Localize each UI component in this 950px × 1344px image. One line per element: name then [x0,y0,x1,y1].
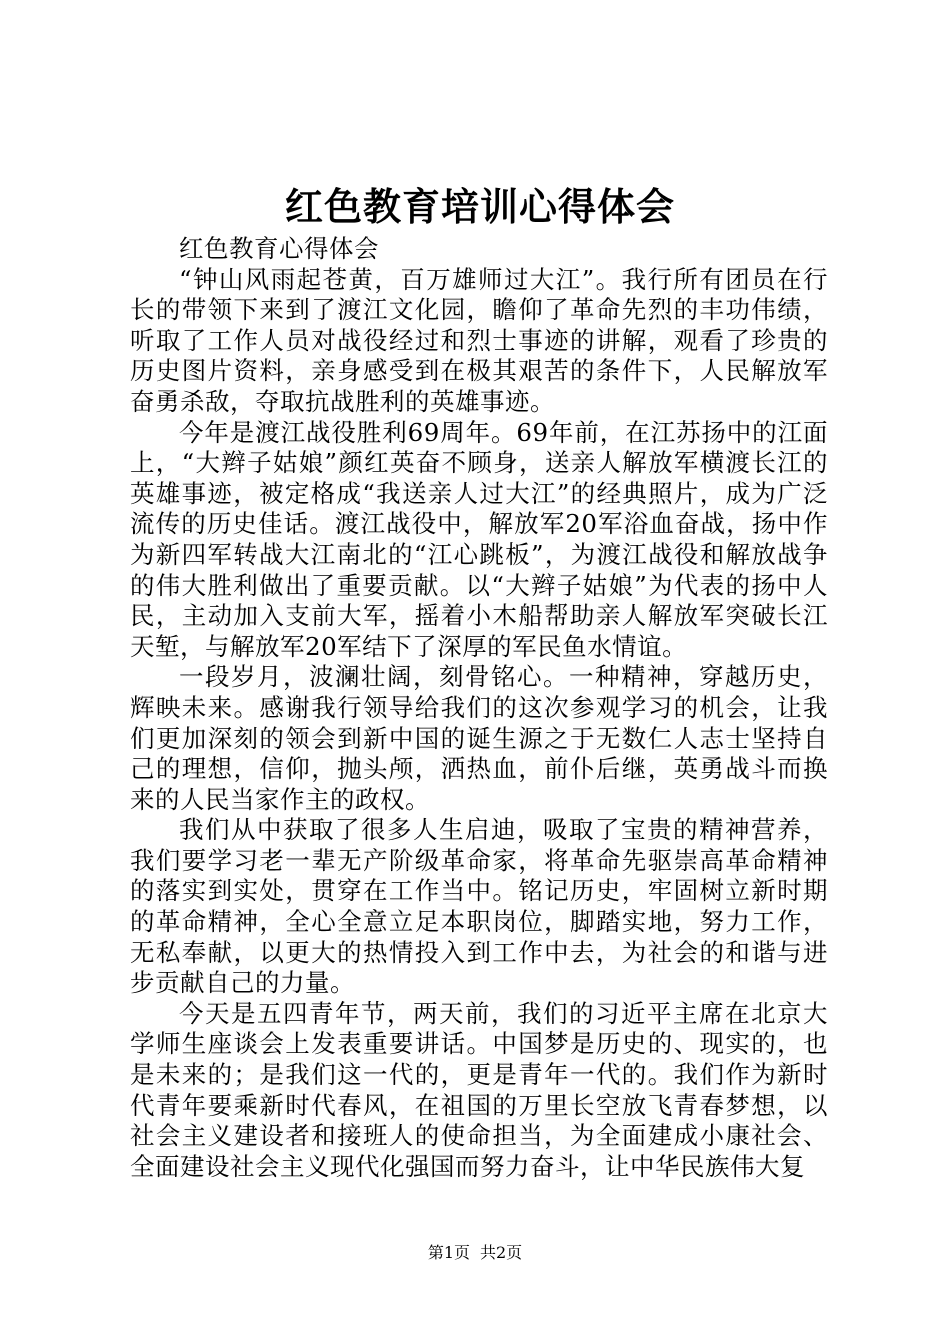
page-total: 共2页 [480,1243,523,1262]
page-footer [0,1243,950,1263]
page-number: 第1页 [427,1243,470,1262]
body-paragraph: 今年是渡江战役胜利69周年。69年前，在江苏扬中的江面上，“大辫子姑娘”颜红英奋不顾身，送亲人解放军横渡长江的英雄事迹，被定格成“我送亲人过大江”的经典照片，成为广泛流传的历史佳话。渡江战役中，解放军20军浴血奋战，扬中作为新四军转战大江南北的“江心跳板”，为渡江战役和解放战争的伟大胜利做出了重要贡献。以“大辫子姑娘”为代表的扬中人民，主动加入支前大军，摇着小木船帮助亲人解放军突破长江天堑，与解放军20军结下了深厚的军民鱼水情谊。 [130,417,828,661]
body-paragraph: “钟山风雨起苍黄，百万雄师过大江”。我行所有团员在行长的带领下来到了渡江文化园，瞻仰了革命先烈的丰功伟绩，听取了工作人员对战役经过和烈士事迹的讲解，观看了珍贵的历史图片资料，亲身感受到在极其艰苦的条件下，人民解放军奋勇杀敌，夺取抗战胜利的英雄事迹。 [130,264,828,416]
body-paragraph: 一段岁月，波澜壮阔，刻骨铭心。一种精神，穿越历史，辉映未来。感谢我行领导给我们的这次参观学习的机会，让我们更加深刻的领会到新中国的诞生源之于无数仁人志士坚持自己的理想，信仰，抛头颅，洒热血，前仆后继，英勇战斗而换来的人民当家作主的政权。 [130,662,828,814]
document-body [130,234,828,1182]
subtitle-paragraph: 红色教育心得体会 [179,234,379,263]
body-paragraph: 我们从中获取了很多人生启迪，吸取了宝贵的精神营养，我们要学习老一辈无产阶级革命家，将革命先驱崇高革命精神的落实到实处，贯穿在工作当中。铭记历史，牢固树立新时期的革命精神，全心全意立足本职岗位，脚踏实地，努力工作，无私奉献，以更大的热情投入到工作中去，为社会的和谐与进步贡献自己的力量。 [130,815,828,998]
body-paragraph: 今天是五四青年节，两天前，我们的习近平主席在北京大学师生座谈会上发表重要讲话。中国梦是历史的、现实的，也是未来的；是我们这一代的，更是青年一代的。我们作为新时代青年要乘新时代春风，在祖国的万里长空放飞青春梦想，以社会主义建设者和接班人的使命担当，为全面建成小康社会、全面建设社会主义现代化强国而努力奋斗，让中华民族伟大复 [130,998,828,1181]
document-title: 红色教育培训心得体会 [284,184,675,229]
